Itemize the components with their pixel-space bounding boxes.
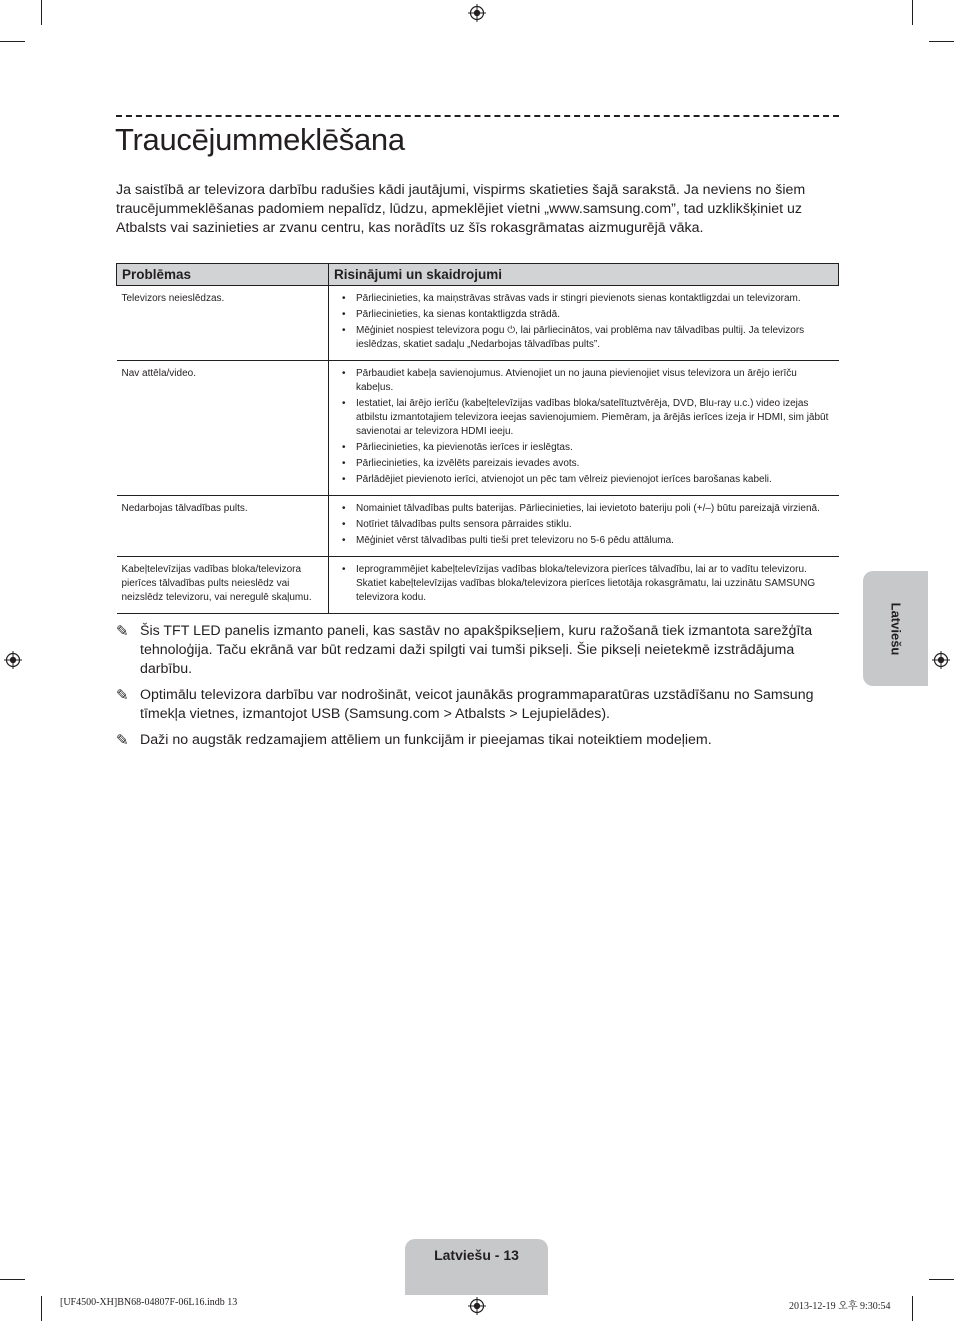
- solution-item: • Iestatiet, lai ārējo ierīču (kabeļtelevīzijas vadības bloka/satelītuztvērēja, DVD, Blu-ray u.c.) video izejas atbilstu izmantotajiem televizora ieejas savienojumiem. Piemēram, ja ārējās ierīces izeja ir HDMI, sim jābūt savienotai ar televizora HDMI ieeju.: [356, 397, 834, 439]
- registration-mark-icon: [4, 651, 22, 669]
- solution-item: • Pārliecinieties, ka maiņstrāvas strāvas vads ir stingri pievienots sienas kontaktligzdai un televizoram.: [356, 292, 834, 306]
- registration-mark-icon: [932, 651, 950, 669]
- pencil-note-icon: ✎: [116, 687, 129, 704]
- solution-item: • Nomainiet tālvadības pults baterijas. Pārliecinieties, lai ievietoto bateriju poli (+/–) būtu pareizajā virzienā.: [356, 502, 834, 516]
- crop-mark: [41, 1296, 42, 1321]
- pencil-note-icon: ✎: [116, 623, 129, 640]
- pencil-note-icon: ✎: [116, 732, 129, 749]
- note-text: Daži no augstāk redzamajiem attēliem un funkcijām ir pieejamas tikai noteiktiem modeļiem.: [140, 732, 712, 748]
- solution-item: • Mēģiniet nospiest televizora pogu ⏻, lai pārliecinātos, vai problēma nav tālvadības pultij. Ja televizors ieslēdzas, skatiet sadaļu „Nedarbojas tālvadības pults”.: [356, 324, 834, 352]
- page-title: Traucējummeklēšana: [115, 122, 405, 157]
- solutions-cell: [329, 286, 839, 361]
- footer-file-name: [UF4500-XH]BN68-04807F-06L16.indb 13: [60, 1297, 238, 1308]
- page-number-tab: Latviešu - 13: [405, 1239, 548, 1295]
- solution-item: • Mēģiniet vērst tālvadības pulti tieši pret televizoru no 5-6 pēdu attāluma.: [356, 534, 834, 548]
- header-problems: Problēmas: [117, 264, 329, 286]
- crop-mark: [929, 1279, 954, 1280]
- solution-item: • Pārliecinieties, ka izvēlēts pareizais ievades avots.: [356, 457, 834, 471]
- solutions-cell: [329, 557, 839, 614]
- solution-item: • Pārliecinieties, ka pievienotās ierīces ir ieslēgtas.: [356, 441, 834, 455]
- title-dotted-rule: [116, 115, 839, 117]
- notes-section: [116, 622, 836, 757]
- intro-paragraph: Ja saistībā ar televizora darbību radušies kādi jautājumi, vispirms skatieties šajā sarakstā. Ja neviens no šiem traucējummeklēšanas padomiem nepalīdz, lūdzu, apmeklējiet vietni „www.samsung.com”, tad uzklikšķiniet uz Atbalsts vai sazinieties ar zvanu centru, kas norādīts uz šīs rokasgrāmatas aizmugurējā vāka.: [116, 182, 806, 236]
- footer-timestamp: 2013-12-19 오후 9:30:54: [789, 1301, 891, 1312]
- language-side-tab: [863, 571, 928, 686]
- problem-cell: Nedarbojas tālvadības pults.: [117, 496, 329, 557]
- note-item: [116, 686, 836, 724]
- crop-mark: [41, 0, 42, 25]
- problem-cell: Kabeļtelevīzijas vadības bloka/televizora pierīces tālvadības pults neieslēdz vai neizslēdz televizoru, vai neregulē skaļumu.: [117, 557, 329, 614]
- solution-item: • Pārbaudiet kabeļa savienojumus. Atvienojiet un no jauna pievienojiet visus televizora un ārējo ierīču kabeļus.: [356, 367, 834, 395]
- header-solutions: Risinājumi un skaidrojumi: [329, 264, 839, 286]
- solution-item: • Pārliecinieties, ka sienas kontaktligzda strādā.: [356, 308, 834, 322]
- solution-item: • Ieprogrammējiet kabeļtelevīzijas vadības bloka/televizora pierīces tālvadību, lai ar to vadītu televizoru. Skatiet kabeļtelevīzijas vadības bloka/televizora pierīces lietotāja rokasgrāmatu, lai uzzinātu SAMSUNG televizora kodu.: [356, 563, 834, 605]
- table-header-row: [117, 264, 839, 286]
- table-row: [117, 496, 839, 557]
- crop-mark: [912, 1296, 913, 1321]
- solution-item: • Pārlādējiet pievienoto ierīci, atvienojot un pēc tam vēlreiz pievienojot ierīces barošanas kabeli.: [356, 473, 834, 487]
- solution-item: • Notīriet tālvadības pults sensora pārraides stiklu.: [356, 518, 834, 532]
- problem-cell: Televizors neieslēdzas.: [117, 286, 329, 361]
- language-side-tab-label: Latviešu: [888, 602, 903, 655]
- solutions-cell: [329, 496, 839, 557]
- note-item: [116, 622, 836, 679]
- solutions-cell: [329, 361, 839, 496]
- note-text: Optimālu televizora darbību var nodrošināt, veicot jaunākās programmaparatūras uzstādīšanu no Samsung tīmekļa vietnes, izmantojot USB (Samsung.com > Atbalsts > Lejupielādes).: [140, 687, 814, 722]
- crop-mark: [912, 0, 913, 25]
- troubleshooting-table: [116, 263, 839, 614]
- registration-mark-icon: [468, 1297, 486, 1315]
- table-row: [117, 286, 839, 361]
- note-item: [116, 731, 836, 750]
- table-row: [117, 557, 839, 614]
- note-text: Šis TFT LED panelis izmanto paneli, kas sastāv no apakšpikseļiem, kuru ražošanā tiek izmantota sarežģīta tehnoloģija. Taču ekrānā var būt redzami daži spilgti vai tumši pikseļi. Šie pikseļi neietekmē izstrādājuma darbību.: [140, 623, 813, 677]
- registration-mark-icon: [468, 4, 486, 22]
- problem-cell: Nav attēla/video.: [117, 361, 329, 496]
- table-row: [117, 361, 839, 496]
- crop-mark: [929, 41, 954, 42]
- crop-mark: [0, 1279, 25, 1280]
- crop-mark: [0, 41, 25, 42]
